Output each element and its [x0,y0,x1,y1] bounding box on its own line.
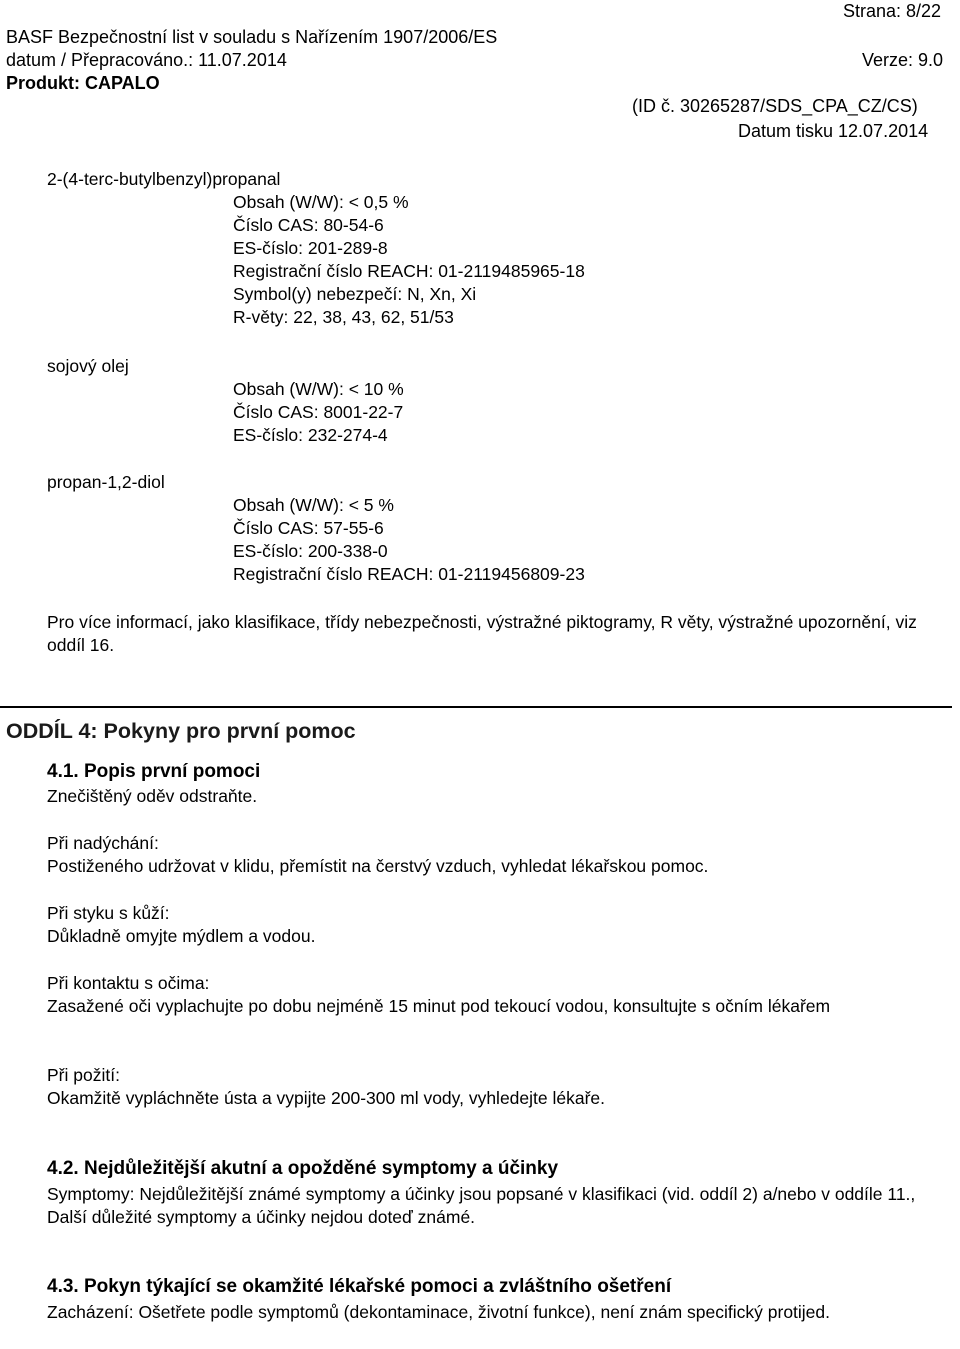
component-details [233,378,404,447]
inhalation-label: Při nadýchání: [47,833,159,853]
skin-text: Důkladně omyjte mýdlem a vodou. [47,926,316,946]
subsection-title: 4.1. Popis první pomoci [47,761,261,782]
more-info-text: Pro více informací, jako klasifikace, třídy nebezpečnosti, výstražné piktogramy, R věty, výstražné upozornění, viz oddíl 16. [47,612,917,655]
component-line: Číslo CAS: 8001-22-7 [233,402,404,422]
subsection-title: 4.3. Pokyn týkající se okamžité lékařské pomoci a zvláštního ošetření [47,1276,672,1297]
component-name: 2-(4-terc-butylbenzyl)propanal [47,169,281,189]
inhalation-text: Postiženého udržovat v klidu, přemístit na čerstvý vzduch, vyhledat lékařskou pomoc. [47,856,709,876]
component-line: Obsah (W/W): < 0,5 % [233,192,409,212]
skin-label: Při styku s kůží: [47,903,170,923]
component-line: Obsah (W/W): < 10 % [233,379,404,399]
symptoms-text: Symptomy: Nejdůležitější známé symptomy a účinky jsou popsané v klasifikaci (vid. oddíl 2) a/nebo v oddíle 11., Další důležité symptomy a účinky nejdou doteď známé. [47,1184,916,1227]
version: Verze: 9.0 [862,50,944,70]
component-line: Číslo CAS: 80-54-6 [233,215,384,235]
component-line: Obsah (W/W): < 5 % [233,495,394,515]
component-line: Registrační číslo REACH: 01-2119485965-18 [233,261,585,281]
component-line: Symbol(y) nebezpečí: N, Xn, Xi [233,284,477,304]
revision-date: datum / Přepracováno.: 11.07.2014 [6,50,287,70]
component-line: ES-číslo: 201-289-8 [233,238,388,258]
component-line: R-věty: 22, 38, 43, 62, 51/53 [233,307,454,327]
ingestion-text: Okamžitě vypláchněte ústa a vypijte 200-300 ml vody, vyhledejte lékaře. [47,1088,606,1108]
treatment-text: Zacházení: Ošetřete podle symptomů (dekontaminace, životní funkce), není znám specifický protijed. [47,1302,831,1322]
section-title: ODDÍL 4: Pokyny pro první pomoc [6,719,356,743]
document-title: BASF Bezpečnostní list v souladu s Nařízením 1907/2006/ES [6,27,498,47]
page-number: Strana: 8/22 [843,1,942,21]
print-date: Datum tisku 12.07.2014 [738,121,929,141]
component-name: sojový olej [47,356,129,376]
subsection-title: 4.2. Nejdůležitější akutní a opožděné symptomy a účinky [47,1158,559,1179]
component-line: ES-číslo: 200-338-0 [233,541,388,561]
component-name: propan-1,2-diol [47,472,165,492]
product-name: Produkt: CAPALO [6,73,160,93]
ingestion-label: Při požití: [47,1065,120,1085]
first-aid-general: Znečištěný oděv odstraňte. [47,786,258,806]
document-id: (ID č. 30265287/SDS_CPA_CZ/CS) [632,96,918,116]
eye-label: Při kontaktu s očima: [47,973,210,993]
component-line: ES-číslo: 232-274-4 [233,425,388,445]
component-line: Číslo CAS: 57-55-6 [233,518,384,538]
section-divider [0,706,952,708]
component-details [233,191,585,329]
eye-text: Zasažené oči vyplachujte po dobu nejméně 15 minut pod tekoucí vodou, konsultujte s očním lékařem [47,996,831,1016]
component-line: Registrační číslo REACH: 01-2119456809-23 [233,564,585,584]
component-details [233,494,585,586]
